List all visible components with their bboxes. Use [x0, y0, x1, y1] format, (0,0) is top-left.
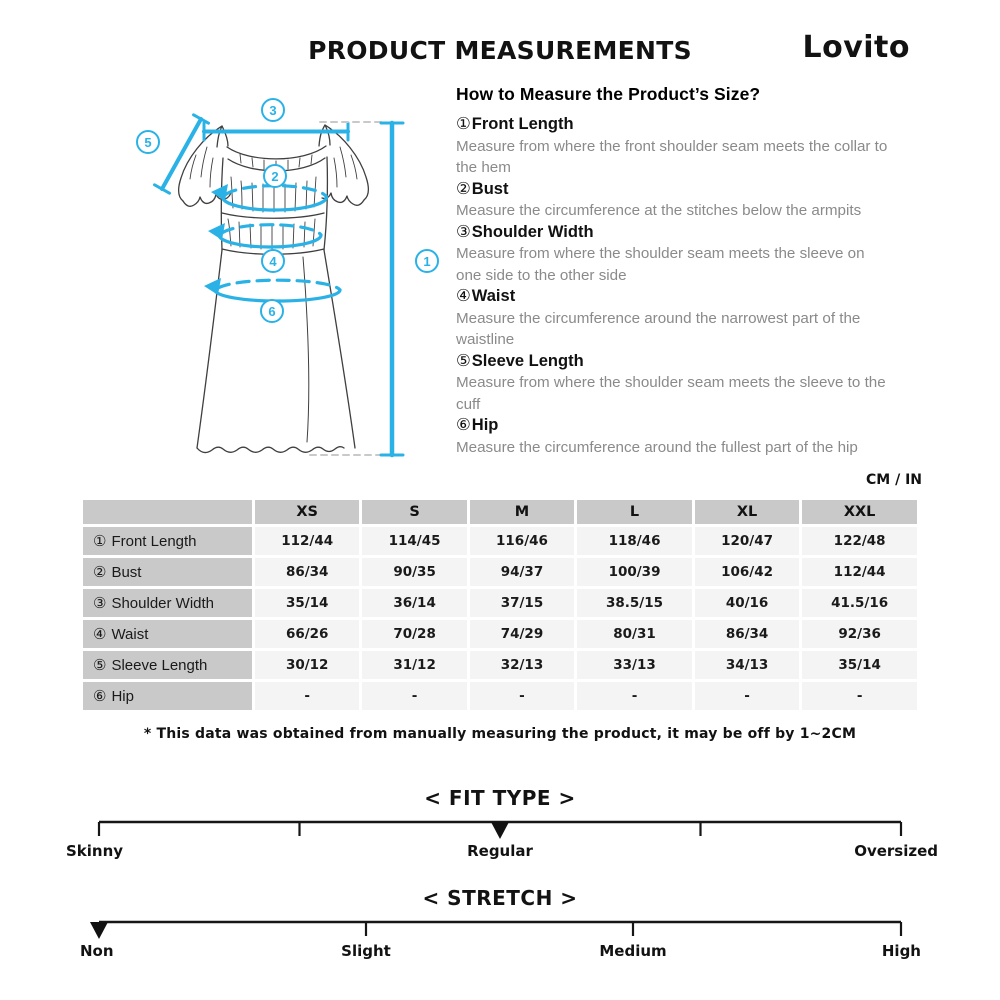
value-cell: 41.5/16: [802, 589, 917, 617]
row-label-cell: [83, 558, 252, 586]
circled-number: ③: [93, 595, 107, 612]
value-cell: -: [577, 682, 692, 710]
value-cell: 32/13: [470, 651, 574, 679]
guide-item-shoulder-width: [456, 222, 894, 287]
table-row-hip: [83, 682, 917, 710]
guide-item-desc: Measure the circumference around the narrowest part of the waistline: [456, 309, 861, 348]
value-cell: 66/26: [255, 620, 359, 648]
brand-logo: Lovito: [802, 30, 910, 65]
value-cell: 112/44: [802, 558, 917, 586]
callout-number: 2: [271, 169, 279, 184]
guide-item-label: Waist: [471, 287, 516, 305]
stretch-label-high: High: [881, 942, 921, 960]
size-column-header: M: [470, 500, 574, 524]
circled-number: ④: [456, 287, 471, 305]
value-cell: 30/12: [255, 651, 359, 679]
circled-number: ②: [93, 564, 107, 581]
value-cell: 34/13: [695, 651, 799, 679]
stretch-title: < STRETCH >: [422, 886, 578, 910]
value-cell: 86/34: [695, 620, 799, 648]
table-row-sleeve-length: [83, 651, 917, 679]
size-table: [80, 497, 920, 713]
value-cell: -: [255, 682, 359, 710]
stretch-label-non: Non: [80, 942, 114, 960]
value-cell: 90/35: [362, 558, 466, 586]
value-cell: 80/31: [577, 620, 692, 648]
value-cell: 122/48: [802, 527, 917, 555]
row-label: Waist: [111, 626, 149, 643]
fit-type-label-skinny: Skinny: [66, 842, 124, 860]
circled-number: ⑤: [93, 657, 107, 674]
guide-item-sleeve-length: [456, 351, 894, 416]
circled-number: ⑤: [456, 351, 471, 370]
guide-item-desc: Measure from where the shoulder seam meets the sleeve to the cuff: [456, 374, 886, 413]
size-column-header: S: [362, 500, 466, 524]
guide-item-bust: [456, 179, 894, 222]
row-label-cell: [83, 620, 252, 648]
stretch-label-medium: Medium: [599, 942, 667, 960]
value-cell: 74/29: [470, 620, 574, 648]
value-cell: 70/28: [362, 620, 466, 648]
guide-item-front-length: [456, 114, 894, 179]
value-cell: 118/46: [577, 527, 692, 555]
table-row-front-length: [83, 527, 917, 555]
size-column-header: L: [577, 500, 692, 524]
fit-type-marker-icon: [491, 822, 509, 839]
circled-number: ④: [93, 626, 107, 643]
table-header-row: [83, 500, 917, 524]
callout-circle-6: [261, 300, 283, 322]
callout-number: 5: [144, 135, 152, 150]
callout-circle-1: [416, 250, 438, 272]
fit-type-label-regular: Regular: [467, 842, 533, 860]
stretch-label-slight: Slight: [341, 942, 391, 960]
row-label: Bust: [111, 564, 142, 581]
guide-item-desc: Measure from where the shoulder seam meets the sleeve on one side to the other side: [456, 245, 865, 284]
value-cell: 116/46: [470, 527, 574, 555]
row-label: Sleeve Length: [111, 657, 208, 674]
measurement-disclaimer: * This data was obtained from manually measuring the product, it may be off by 1~2CM: [143, 726, 857, 742]
value-cell: -: [802, 682, 917, 710]
value-cell: 40/16: [695, 589, 799, 617]
guide-item-title: [456, 222, 894, 244]
table-row-shoulder-width: [83, 589, 917, 617]
bust-ellipse: [223, 197, 327, 210]
callout-number: 1: [423, 254, 431, 269]
guide-item-title: [456, 179, 894, 201]
callout-number: 4: [269, 254, 277, 269]
size-column-header: XXL: [802, 500, 917, 524]
circled-number: ③: [456, 222, 471, 241]
row-label-cell: [83, 682, 252, 710]
value-cell: 106/42: [695, 558, 799, 586]
guide-item-label: Front Length: [471, 115, 574, 133]
measure-guide: [456, 84, 894, 458]
value-cell: 33/13: [577, 651, 692, 679]
callout-circle-2: [264, 165, 286, 187]
page-title: PRODUCT MEASUREMENTS: [308, 36, 692, 65]
dress-diagram: [60, 85, 450, 485]
table-row-waist: [83, 620, 917, 648]
guide-item-title: [456, 351, 894, 373]
stretch-marker-icon: [90, 922, 108, 939]
value-cell: 94/37: [470, 558, 574, 586]
guide-item-desc: Measure the circumference at the stitches below the armpits: [456, 202, 862, 219]
value-cell: 35/14: [255, 589, 359, 617]
table-corner-cell: [83, 500, 252, 524]
guide-item-desc: Measure from where the front shoulder seam meets the collar to the hem: [456, 137, 888, 176]
size-column-header: XS: [255, 500, 359, 524]
guide-item-title: [456, 286, 894, 308]
value-cell: 92/36: [802, 620, 917, 648]
waist-arrow: [208, 223, 225, 240]
fit-type-title: < FIT TYPE >: [424, 786, 576, 810]
circled-number: ①: [93, 533, 107, 550]
fit-type-label-oversized: Oversized: [854, 842, 938, 860]
row-label: Front Length: [111, 533, 197, 550]
value-cell: 114/45: [362, 527, 466, 555]
value-cell: 31/12: [362, 651, 466, 679]
value-cell: -: [470, 682, 574, 710]
guide-item-label: Sleeve Length: [471, 351, 584, 370]
guide-item-label: Hip: [471, 416, 499, 434]
row-label: Shoulder Width: [111, 595, 215, 612]
value-cell: 35/14: [802, 651, 917, 679]
guide-item-desc: Measure the circumference around the fullest part of the hip: [456, 438, 858, 456]
value-cell: 120/47: [695, 527, 799, 555]
guide-item-title: [456, 114, 894, 136]
guide-heading: How to Measure the Product’s Size?: [456, 84, 761, 104]
row-label-cell: [83, 651, 252, 679]
row-label-cell: [83, 589, 252, 617]
guide-item-hip: [456, 415, 894, 458]
value-cell: -: [362, 682, 466, 710]
circled-number: ②: [456, 179, 471, 198]
value-cell: 112/44: [255, 527, 359, 555]
guide-item-title: [456, 415, 894, 437]
circled-number: ⑥: [456, 416, 471, 434]
waist-ellipse: [219, 235, 321, 247]
value-cell: 38.5/15: [577, 589, 692, 617]
value-cell: 36/14: [362, 589, 466, 617]
value-cell: 86/34: [255, 558, 359, 586]
guide-item-label: Bust: [471, 179, 509, 198]
value-cell: 100/39: [577, 558, 692, 586]
row-label-cell: [83, 527, 252, 555]
callout-circle-4: [262, 250, 284, 272]
size-column-header: XL: [695, 500, 799, 524]
guide-item-waist: [456, 286, 894, 351]
callout-circle-5: [137, 131, 159, 153]
row-label: Hip: [111, 688, 134, 705]
value-cell: -: [695, 682, 799, 710]
callout-number: 6: [268, 304, 276, 319]
callout-circle-3: [262, 99, 284, 121]
table-row-bust: [83, 558, 917, 586]
circled-number: ⑥: [93, 688, 107, 705]
hip-arrow: [204, 278, 221, 295]
circled-number: ①: [456, 115, 471, 133]
guide-item-label: Shoulder Width: [471, 222, 594, 241]
value-cell: 37/15: [470, 589, 574, 617]
callout-number: 3: [269, 103, 277, 118]
hip-ellipse: [215, 290, 340, 301]
units-label: CM / IN: [866, 472, 922, 488]
stretch-scale: [60, 917, 940, 951]
